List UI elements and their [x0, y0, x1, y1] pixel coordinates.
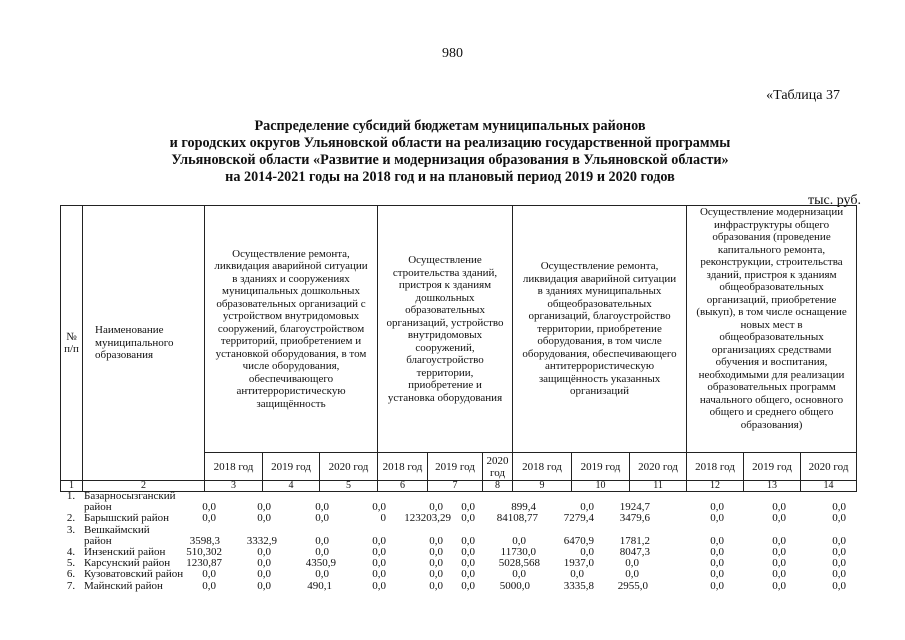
column-number: 12: [687, 481, 744, 492]
header-group-1: Осуществление ремонта, ликвидация аварийной ситуации в зданиях и сооружениях муниципальных дошкольных образовательных организаций с устройством внутридомовых сооружений, благоустройством территорий, приобретением и установкой оборудования, в том числе оборудования, обеспечивающего антитеррористическую защищённость: [205, 206, 378, 453]
cell-value: 0,0: [832, 557, 846, 570]
cell-value: 84108,77: [496, 512, 538, 525]
column-number: 9: [513, 481, 572, 492]
column-number: 2: [83, 481, 205, 492]
cell-value: 0,0: [315, 512, 329, 525]
row-number: 7.: [66, 579, 76, 592]
cell-value: 0,0: [315, 545, 329, 558]
cell-value: 0,0: [710, 512, 724, 525]
cell-value: 123203,29: [404, 512, 451, 525]
row-name: Барышский район: [84, 512, 169, 525]
cell-value: 0,0: [772, 557, 786, 570]
row-name: Инзенский район: [84, 545, 166, 558]
table-row: [60, 513, 856, 524]
row-name: Майнский район: [84, 579, 163, 592]
year-header: 2018 год: [513, 453, 572, 481]
column-number: 10: [572, 481, 630, 492]
cell-value: 0,0: [512, 534, 526, 547]
cell-value: 0,0: [461, 501, 475, 514]
column-number: 13: [744, 481, 801, 492]
cell-value: 0,0: [570, 568, 584, 581]
column-number: 4: [263, 481, 320, 492]
cell-value: 0,0: [257, 557, 271, 570]
cell-value: 3598,3: [189, 534, 220, 547]
year-header: 2019 год: [428, 453, 483, 481]
year-header: 2019 год: [572, 453, 630, 481]
cell-value: 510,302: [186, 545, 222, 558]
subsidy-table: [60, 205, 857, 492]
title-line: на 2014-2021 годы на 2018 год и на плановый период 2019 и 2020 годов: [225, 169, 675, 185]
cell-value: 5028,568: [498, 557, 540, 570]
row-number: 6.: [66, 568, 76, 581]
cell-value: 0,0: [710, 557, 724, 570]
cell-value: 0,0: [461, 568, 475, 581]
cell-value: 0,0: [512, 568, 526, 581]
year-header: 2018 год: [205, 453, 263, 481]
document-title: [60, 118, 840, 186]
row-number: 5.: [66, 557, 76, 570]
column-number: 5: [320, 481, 378, 492]
cell-value: 899,4: [511, 501, 536, 514]
column-number: 3: [205, 481, 263, 492]
cell-value: 0,0: [461, 545, 475, 558]
table-row: [60, 569, 856, 580]
row-name: район: [84, 534, 112, 547]
year-header: 2019 год: [744, 453, 801, 481]
cell-value: 0,0: [625, 557, 639, 570]
cell-value: 0,0: [202, 579, 216, 592]
table-row: [60, 581, 856, 592]
cell-value: 0,0: [710, 568, 724, 581]
cell-value: 0,0: [429, 501, 443, 514]
title-line: и городских округов Ульяновской области на реализацию государственной программы: [169, 135, 731, 151]
cell-value: 0,0: [257, 512, 271, 525]
cell-value: 0,0: [710, 534, 724, 547]
cell-value: 1937,0: [563, 557, 594, 570]
year-header: 2020 год: [630, 453, 687, 481]
cell-value: 0,0: [372, 579, 386, 592]
cell-value: 8047,3: [619, 545, 650, 558]
cell-value: 0,0: [832, 534, 846, 547]
cell-value: 0,0: [832, 545, 846, 558]
cell-value: 0,0: [580, 545, 594, 558]
year-header: 2018 год: [687, 453, 744, 481]
cell-value: 0,0: [772, 534, 786, 547]
table-row: [60, 547, 856, 558]
column-number: 7: [428, 481, 483, 492]
units-label: тыс. руб.: [808, 193, 861, 208]
column-number: 11: [630, 481, 687, 492]
cell-value: 0,0: [315, 501, 329, 514]
cell-value: 3332,9: [246, 534, 277, 547]
cell-value: 0,0: [772, 568, 786, 581]
cell-value: 0,0: [372, 501, 386, 514]
cell-value: 4350,9: [305, 557, 336, 570]
row-number: 4.: [66, 545, 76, 558]
cell-value: 0,0: [772, 512, 786, 525]
page-number: 980: [442, 46, 463, 61]
cell-value: 0,0: [772, 579, 786, 592]
row-name: Базарносызганский: [84, 490, 176, 502]
row-number: 2.: [66, 512, 76, 525]
cell-value: 0,0: [372, 557, 386, 570]
header-group-3: Осуществление ремонта, ликвидация аварийной ситуации в зданиях муниципальных общеобразовательных организаций, благоустройство территории, приобретение оборудования, в том числе оборудования, обеспечивающего антитеррористическую защищённость указанных организаций: [513, 206, 687, 453]
cell-value: 0,0: [429, 557, 443, 570]
cell-value: 0,0: [832, 579, 846, 592]
column-number: 1: [61, 481, 83, 492]
cell-value: 0,0: [832, 512, 846, 525]
title-line: Ульяновской области «Развитие и модернизация образования в Ульяновской области»: [171, 152, 729, 168]
table-reference: «Таблица 37: [766, 88, 840, 103]
cell-value: 0,0: [202, 501, 216, 514]
cell-value: 0,0: [372, 568, 386, 581]
cell-value: 11730,0: [500, 545, 536, 558]
header-group-2: Осуществление строительства зданий, пристроя к зданиям дошкольных образовательных организаций, устройство внутридомовых сооружений, благоустройство территории, приобретение и установка оборудования: [378, 206, 513, 453]
cell-value: 0,0: [429, 534, 443, 547]
column-number: 14: [801, 481, 857, 492]
cell-value: 0,0: [202, 568, 216, 581]
table-body: [60, 491, 856, 592]
row-name: Карсунский район: [84, 557, 171, 570]
cell-value: 0,0: [832, 568, 846, 581]
cell-value: 2955,0: [617, 579, 648, 592]
cell-value: 0,0: [710, 545, 724, 558]
header-name: Наименование муниципального образования: [83, 206, 205, 481]
cell-value: 0,0: [772, 501, 786, 514]
title-line: Распределение субсидий бюджетам муниципальных районов: [254, 118, 646, 134]
cell-value: 0,0: [461, 534, 475, 547]
cell-value: 0,0: [429, 545, 443, 558]
cell-value: 0: [380, 512, 386, 525]
column-number: 8: [483, 481, 513, 492]
cell-value: 0,0: [372, 534, 386, 547]
table-row: [60, 525, 856, 536]
cell-value: 5000,0: [499, 579, 530, 592]
year-header: 2020 год: [320, 453, 378, 481]
cell-value: 0,0: [315, 534, 329, 547]
cell-value: 0,0: [580, 501, 594, 514]
cell-value: 0,0: [315, 568, 329, 581]
cell-value: 0,0: [257, 545, 271, 558]
table-row: [60, 491, 856, 502]
cell-value: 3479,6: [619, 512, 650, 525]
cell-value: 0,0: [429, 568, 443, 581]
cell-value: 1781,2: [619, 534, 650, 547]
cell-value: 0,0: [710, 579, 724, 592]
cell-value: 3335,8: [563, 579, 594, 592]
header-no: № п/п: [61, 206, 83, 481]
cell-value: 0,0: [461, 557, 475, 570]
cell-value: 0,0: [257, 579, 271, 592]
cell-value: 0,0: [772, 545, 786, 558]
cell-value: 1924,7: [619, 501, 650, 514]
cell-value: 0,0: [257, 568, 271, 581]
row-name: район: [84, 501, 112, 514]
cell-value: 490,1: [307, 579, 332, 592]
row-name: Вешкаймский: [84, 523, 150, 536]
table-row-values: [60, 502, 856, 513]
year-header: 2019 год: [263, 453, 320, 481]
cell-value: 0,0: [710, 501, 724, 514]
cell-value: 0,0: [372, 545, 386, 558]
cell-value: 1230,87: [186, 557, 222, 570]
cell-value: 0,0: [461, 579, 475, 592]
column-number: 6: [378, 481, 428, 492]
row-number: 3.: [66, 523, 76, 536]
cell-value: 0,0: [257, 501, 271, 514]
cell-value: 6470,9: [563, 534, 594, 547]
cell-value: 0,0: [832, 501, 846, 514]
cell-value: 0,0: [202, 512, 216, 525]
cell-value: 0,0: [461, 512, 475, 525]
cell-value: 0,0: [429, 579, 443, 592]
row-number: 1.: [66, 490, 76, 502]
year-header: 2020 год: [483, 453, 513, 481]
year-header: 2018 год: [378, 453, 428, 481]
row-name: Кузоватовский район: [84, 568, 184, 581]
header-group-4: Осуществление модернизации инфраструктуры общего образования (проведение капитального ремонта, реконструкции, строительства зданий, пристроя к зданиям общеобразовательных организаций, приобретение (выкуп), в том числе оснащение новых мест в общеобразовательных организациях средствами обучения и воспитания, необходимыми для реализации образовательных программ начального общего, основного общего и среднего общего образования): [687, 206, 857, 453]
cell-value: 7279,4: [563, 512, 594, 525]
year-header: 2020 год: [801, 453, 857, 481]
table-row-values: [60, 536, 856, 547]
cell-value: 0,0: [625, 568, 639, 581]
